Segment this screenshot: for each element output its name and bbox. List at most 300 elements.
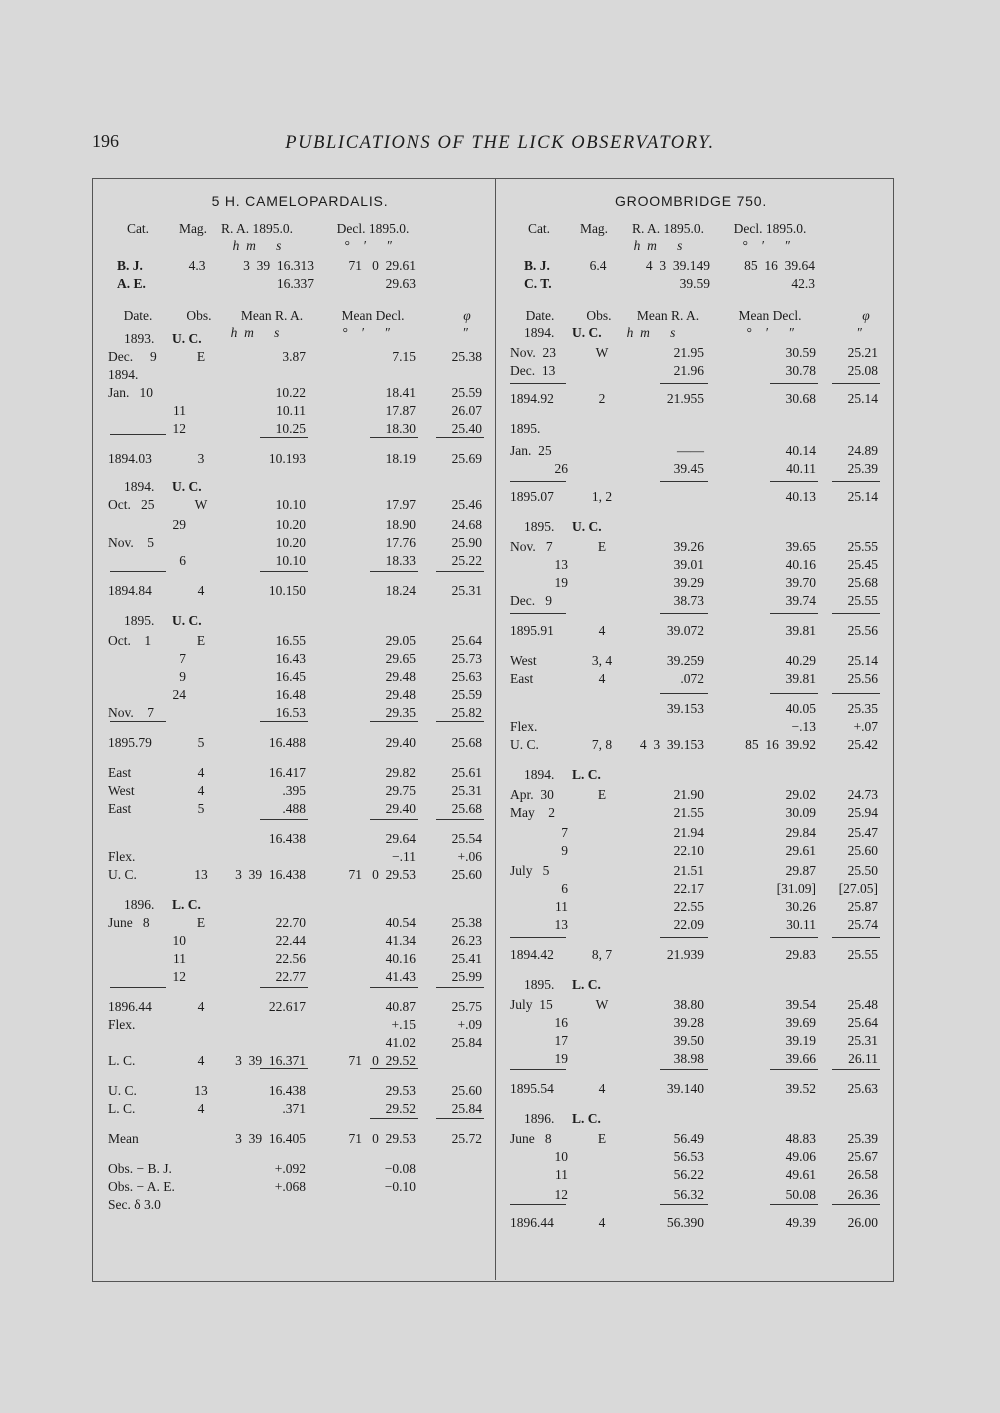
table-cell: 19 bbox=[554, 575, 568, 590]
catalog-header: Mag. bbox=[178, 221, 208, 236]
table-cell: Mean bbox=[108, 1131, 139, 1146]
catalog-header: Decl. 1895.0. bbox=[733, 221, 807, 236]
table-cell: L. C. bbox=[172, 897, 201, 912]
catalog-cell: B. J. bbox=[524, 258, 550, 273]
table-rule bbox=[110, 434, 166, 435]
table-cell: 18.33 bbox=[385, 553, 416, 568]
table-cell: 25.14 bbox=[847, 391, 878, 406]
table-cell: 30.59 bbox=[785, 345, 816, 360]
table-cell: W bbox=[194, 497, 208, 512]
table-cell: 25.46 bbox=[451, 497, 482, 512]
table-cell: +.068 bbox=[274, 1179, 306, 1194]
table-cell: 6 bbox=[561, 881, 568, 896]
catalog-cell: 85 16 39.64 bbox=[744, 258, 815, 273]
table-cell: 12 bbox=[554, 1187, 568, 1202]
table-cell: E bbox=[196, 349, 206, 364]
table-rule bbox=[770, 1069, 818, 1070]
table-cell: 21.90 bbox=[673, 787, 704, 802]
table-cell: 25.64 bbox=[847, 1015, 878, 1030]
table-cell: 1894. bbox=[524, 767, 555, 782]
table-cell: .488 bbox=[282, 801, 306, 816]
table-cell: 24.89 bbox=[847, 443, 878, 458]
table-rule bbox=[832, 693, 880, 694]
table-cell: 7, 8 bbox=[591, 737, 613, 752]
obs-unit-label: ° ′ ″ bbox=[746, 325, 794, 340]
table-cell: 1895.79 bbox=[108, 735, 152, 750]
table-cell: 29.87 bbox=[785, 863, 816, 878]
page-number: 196 bbox=[92, 131, 119, 151]
table-cell: 18.24 bbox=[385, 583, 416, 598]
table-cell: Jan. 10 bbox=[108, 385, 153, 400]
table-cell: −.11 bbox=[392, 849, 416, 864]
table-cell: 30.11 bbox=[786, 917, 816, 932]
table-cell: 25.74 bbox=[847, 917, 878, 932]
table-cell: 39.74 bbox=[785, 593, 816, 608]
obs-header: Mean Decl. bbox=[341, 308, 405, 323]
table-rule bbox=[770, 383, 818, 384]
table-rule bbox=[260, 987, 308, 988]
table-cell: 25.84 bbox=[451, 1101, 482, 1116]
table-rule bbox=[510, 937, 566, 938]
table-cell: 29.75 bbox=[385, 783, 416, 798]
table-rule bbox=[510, 1069, 566, 1070]
table-cell: 16.438 bbox=[268, 831, 306, 846]
table-rule bbox=[660, 1069, 708, 1070]
obs-header: Date. bbox=[123, 308, 153, 323]
table-cell: Apr. 30 bbox=[510, 787, 554, 802]
table-cell: 10.22 bbox=[275, 385, 306, 400]
table-rule bbox=[770, 693, 818, 694]
table-cell: −.13 bbox=[791, 719, 816, 734]
table-cell: 25.21 bbox=[847, 345, 878, 360]
table-rule bbox=[260, 1068, 308, 1069]
table-cell: .072 bbox=[680, 671, 704, 686]
table-rule bbox=[660, 383, 708, 384]
table-cell: 21.55 bbox=[673, 805, 704, 820]
table-cell: 18.30 bbox=[385, 421, 416, 436]
table-cell: 10.193 bbox=[268, 451, 306, 466]
table-cell: 39.072 bbox=[666, 623, 704, 638]
table-cell: 16 bbox=[554, 1015, 568, 1030]
table-cell: 39.52 bbox=[785, 1081, 816, 1096]
table-cell: 71 0 29.53 bbox=[348, 867, 416, 882]
table-cell: East bbox=[510, 671, 534, 686]
table-cell: 25.42 bbox=[847, 737, 878, 752]
table-cell: Nov. 5 bbox=[108, 535, 154, 550]
table-cell: 39.19 bbox=[785, 1033, 816, 1048]
table-cell: U. C. bbox=[572, 519, 602, 534]
table-rule bbox=[832, 613, 880, 614]
table-cell: 25.40 bbox=[451, 421, 482, 436]
obs-header: Mean R. A. bbox=[636, 308, 700, 323]
table-cell: 30.68 bbox=[785, 391, 816, 406]
catalog-header: R. A. 1895.0. bbox=[631, 221, 705, 236]
table-cell: 30.78 bbox=[785, 363, 816, 378]
table-cell: 18.19 bbox=[385, 451, 416, 466]
table-cell: 22.77 bbox=[275, 969, 306, 984]
table-cell: 25.99 bbox=[451, 969, 482, 984]
table-cell: 39.54 bbox=[785, 997, 816, 1012]
table-cell: 39.69 bbox=[785, 1015, 816, 1030]
table-cell: 11 bbox=[173, 403, 186, 418]
table-cell: 30.09 bbox=[785, 805, 816, 820]
table-cell: 13 bbox=[194, 1083, 208, 1098]
table-cell: 17.97 bbox=[385, 497, 416, 512]
table-cell: 41.02 bbox=[385, 1035, 416, 1050]
table-cell: U. C. bbox=[510, 737, 539, 752]
table-cell: 25.14 bbox=[847, 489, 878, 504]
table-cell: 16.417 bbox=[268, 765, 306, 780]
catalog-header: Cat. bbox=[527, 221, 551, 236]
catalog-header: Mag. bbox=[579, 221, 609, 236]
table-cell: 25.94 bbox=[847, 805, 878, 820]
table-cell: 22.56 bbox=[275, 951, 306, 966]
table-cell: 40.14 bbox=[785, 443, 816, 458]
table-cell: 1894.03 bbox=[108, 451, 152, 466]
table-cell: —— bbox=[677, 443, 704, 458]
table-cell: 26.23 bbox=[451, 933, 482, 948]
table-cell: 25.63 bbox=[451, 669, 482, 684]
table-cell: 22.17 bbox=[673, 881, 704, 896]
table-rule bbox=[770, 481, 818, 482]
table-cell: 25.73 bbox=[451, 651, 482, 666]
catalog-cell: 6.4 bbox=[589, 258, 607, 273]
table-cell: 39.153 bbox=[666, 701, 704, 716]
table-cell: U. C. bbox=[108, 1083, 137, 1098]
table-cell: 29.84 bbox=[785, 825, 816, 840]
table-cell: 25.68 bbox=[847, 575, 878, 590]
table-rule bbox=[660, 693, 708, 694]
table-cell: 29.48 bbox=[385, 687, 416, 702]
obs-unit-label: ″ bbox=[856, 325, 862, 340]
table-cell: 1895. bbox=[124, 613, 155, 628]
table-cell: 1895. bbox=[510, 421, 541, 436]
table-rule bbox=[260, 571, 308, 572]
table-cell: 10 bbox=[172, 933, 186, 948]
catalog-header: Cat. bbox=[126, 221, 150, 236]
table-cell: 29.82 bbox=[385, 765, 416, 780]
table-cell: U. C. bbox=[108, 867, 137, 882]
table-rule bbox=[510, 383, 566, 384]
table-cell: 24.73 bbox=[847, 787, 878, 802]
table-cell: 16.438 bbox=[268, 1083, 306, 1098]
table-cell: 4 3 39.153 bbox=[639, 737, 704, 752]
table-cell: 39.81 bbox=[785, 671, 816, 686]
table-cell: 3 39 16.371 bbox=[235, 1053, 306, 1068]
table-cell: 1895.54 bbox=[510, 1081, 554, 1096]
table-cell: 50.08 bbox=[785, 1187, 816, 1202]
table-cell: 1895.91 bbox=[510, 623, 554, 638]
table-cell: 21.95 bbox=[673, 345, 704, 360]
star-title: 5 H. CAMELOPARDALIS. bbox=[211, 193, 389, 209]
table-cell: 1896.44 bbox=[108, 999, 152, 1014]
table-cell: 10.10 bbox=[275, 497, 306, 512]
table-cell: 22.70 bbox=[275, 915, 306, 930]
table-cell: 39.65 bbox=[785, 539, 816, 554]
table-cell: 7 bbox=[561, 825, 568, 840]
table-cell: +.07 bbox=[853, 719, 878, 734]
table-cell: 25.64 bbox=[451, 633, 482, 648]
table-cell: 39.70 bbox=[785, 575, 816, 590]
table-cell: Nov. 7 bbox=[510, 539, 553, 554]
table-rule bbox=[660, 613, 708, 614]
table-cell: July 15 bbox=[510, 997, 553, 1012]
table-cell: 29 bbox=[172, 517, 186, 532]
table-cell: 21.939 bbox=[666, 947, 704, 962]
table-cell: 22.617 bbox=[268, 999, 306, 1014]
table-cell: 4 bbox=[197, 999, 205, 1014]
table-cell: June 8 bbox=[108, 915, 150, 930]
table-cell: 4 bbox=[598, 1081, 606, 1096]
table-cell: 25.55 bbox=[847, 539, 878, 554]
table-cell: Obs. − A. E. bbox=[108, 1179, 175, 1194]
table-cell: 39.140 bbox=[666, 1081, 704, 1096]
table-cell: 16.55 bbox=[275, 633, 306, 648]
table-cell: 5 bbox=[197, 735, 205, 750]
table-cell: 71 0 29.52 bbox=[348, 1053, 416, 1068]
table-cell: 17.87 bbox=[385, 403, 416, 418]
table-cell: 29.61 bbox=[785, 843, 816, 858]
table-cell: 24 bbox=[172, 687, 186, 702]
table-rule bbox=[110, 721, 166, 722]
table-cell: 22.10 bbox=[673, 843, 704, 858]
table-rule bbox=[832, 481, 880, 482]
catalog-cell: 4.3 bbox=[188, 258, 206, 273]
table-cell: 18.90 bbox=[385, 517, 416, 532]
table-cell: +.15 bbox=[391, 1017, 416, 1032]
table-cell: 3 39 16.405 bbox=[235, 1131, 306, 1146]
catalog-cell: 4 3 39.149 bbox=[645, 258, 710, 273]
table-cell: L. C. bbox=[572, 767, 601, 782]
table-cell: 10.20 bbox=[275, 535, 306, 550]
table-cell: 6 bbox=[179, 553, 186, 568]
table-cell: 39.26 bbox=[673, 539, 704, 554]
table-rule bbox=[770, 937, 818, 938]
table-cell: 3.87 bbox=[282, 349, 306, 364]
table-cell: 56.49 bbox=[673, 1131, 704, 1146]
table-cell: 25.39 bbox=[847, 1131, 878, 1146]
right-panel bbox=[400, 0, 878, 1413]
table-cell: 1893. bbox=[124, 331, 155, 346]
table-cell: 56.22 bbox=[673, 1167, 704, 1182]
table-cell: Nov. 23 bbox=[510, 345, 556, 360]
table-cell: 4 bbox=[598, 623, 606, 638]
table-cell: 25.38 bbox=[451, 915, 482, 930]
table-cell: 25.60 bbox=[451, 867, 482, 882]
table-cell: 13 bbox=[554, 917, 568, 932]
table-rule bbox=[110, 987, 166, 988]
table-cell: Flex. bbox=[108, 1017, 136, 1032]
table-rule bbox=[660, 481, 708, 482]
table-cell: +.09 bbox=[457, 1017, 482, 1032]
table-rule bbox=[510, 481, 566, 482]
table-cell: 3 bbox=[197, 451, 205, 466]
table-cell: 11 bbox=[555, 1167, 568, 1182]
catalog-cell: 42.3 bbox=[791, 276, 815, 291]
table-cell: 26.00 bbox=[847, 1215, 878, 1230]
table-cell: 1895. bbox=[524, 977, 555, 992]
table-cell: 41.34 bbox=[385, 933, 416, 948]
table-cell: 39.28 bbox=[673, 1015, 704, 1030]
table-cell: 21.96 bbox=[673, 363, 704, 378]
table-cell: 17.76 bbox=[385, 535, 416, 550]
catalog-unit-label: h m s bbox=[633, 238, 683, 253]
table-cell: 13 bbox=[554, 557, 568, 572]
table-cell: 4 bbox=[598, 671, 606, 686]
table-rule bbox=[510, 1204, 566, 1205]
table-cell: 21.955 bbox=[666, 391, 704, 406]
catalog-cell: 16.337 bbox=[276, 276, 314, 291]
table-cell: 10.25 bbox=[275, 421, 306, 436]
catalog-header: R. A. 1895.0. bbox=[220, 221, 294, 236]
table-cell: E bbox=[597, 1131, 607, 1146]
table-cell: 40.11 bbox=[786, 461, 816, 476]
table-cell: 1894. bbox=[124, 479, 155, 494]
catalog-cell: B. J. bbox=[117, 258, 143, 273]
table-cell: 38.80 bbox=[673, 997, 704, 1012]
table-cell: U. C. bbox=[172, 613, 202, 628]
table-cell: U. C. bbox=[172, 479, 202, 494]
table-cell: .395 bbox=[282, 783, 306, 798]
table-cell: Jan. 25 bbox=[510, 443, 552, 458]
table-cell: 85 16 39.92 bbox=[745, 737, 816, 752]
table-cell: 1894.42 bbox=[510, 947, 554, 962]
table-cell: 8, 7 bbox=[591, 947, 613, 962]
table-cell: 39.29 bbox=[673, 575, 704, 590]
table-cell: 56.32 bbox=[673, 1187, 704, 1202]
table-rule bbox=[110, 571, 166, 572]
catalog-cell: 39.59 bbox=[679, 276, 710, 291]
catalog-cell: 3 39 16.313 bbox=[243, 258, 314, 273]
table-cell: U. C. bbox=[172, 331, 202, 346]
table-cell: [31.09] bbox=[776, 881, 816, 896]
catalog-cell: C. T. bbox=[524, 276, 552, 291]
table-cell: 25.68 bbox=[451, 735, 482, 750]
table-cell: W bbox=[595, 997, 609, 1012]
table-cell: 4 bbox=[197, 583, 205, 598]
table-cell: 4 bbox=[598, 1215, 606, 1230]
table-cell: .371 bbox=[282, 1101, 306, 1116]
table-cell: 26.07 bbox=[451, 403, 482, 418]
catalog-cell: 71 0 29.61 bbox=[348, 258, 416, 273]
table-cell: 16.45 bbox=[275, 669, 306, 684]
table-cell: 26 bbox=[554, 461, 568, 476]
obs-header: Mean R. A. bbox=[240, 308, 304, 323]
table-cell: 1896.44 bbox=[510, 1215, 554, 1230]
table-cell: 25.67 bbox=[847, 1149, 878, 1164]
table-cell: 29.40 bbox=[385, 801, 416, 816]
table-cell: 29.64 bbox=[385, 831, 416, 846]
table-rule bbox=[832, 937, 880, 938]
table-cell: 1894. bbox=[108, 367, 139, 382]
table-cell: 10.10 bbox=[275, 553, 306, 568]
table-cell: 12 bbox=[172, 421, 186, 436]
obs-header: Obs. bbox=[586, 308, 612, 323]
table-rule bbox=[260, 437, 308, 438]
table-cell: 48.83 bbox=[785, 1131, 816, 1146]
star-title: GROOMBRIDGE 750. bbox=[614, 193, 768, 209]
table-cell: 25.38 bbox=[451, 349, 482, 364]
table-cell: 9 bbox=[179, 669, 186, 684]
table-cell: 11 bbox=[555, 899, 568, 914]
table-cell: 39.81 bbox=[785, 623, 816, 638]
table-cell: 1895. bbox=[524, 519, 555, 534]
table-rule bbox=[260, 721, 308, 722]
table-cell: 25.41 bbox=[451, 951, 482, 966]
table-cell: 11 bbox=[173, 951, 186, 966]
table-cell: July 5 bbox=[510, 863, 550, 878]
obs-unit-label: ° ′ ″ bbox=[342, 325, 390, 340]
table-rule bbox=[770, 613, 818, 614]
table-cell: 56.53 bbox=[673, 1149, 704, 1164]
table-rule bbox=[660, 937, 708, 938]
table-cell: 4 bbox=[197, 783, 205, 798]
table-cell: 26.11 bbox=[848, 1051, 878, 1066]
table-cell: 40.29 bbox=[785, 653, 816, 668]
table-cell: 10.150 bbox=[268, 583, 306, 598]
table-cell: 29.53 bbox=[385, 1083, 416, 1098]
table-cell: 22.55 bbox=[673, 899, 704, 914]
table-cell: 18.41 bbox=[385, 385, 416, 400]
table-cell: Oct. 1 bbox=[108, 633, 152, 648]
running-head: PUBLICATIONS OF THE LICK OBSERVATORY. bbox=[285, 133, 715, 153]
table-cell: L. C. bbox=[572, 977, 601, 992]
table-cell: 25.31 bbox=[451, 583, 482, 598]
table-cell: 41.43 bbox=[385, 969, 416, 984]
table-cell: E bbox=[196, 915, 206, 930]
table-rule bbox=[832, 1204, 880, 1205]
table-cell: 29.83 bbox=[785, 947, 816, 962]
table-cell: 29.48 bbox=[385, 669, 416, 684]
table-cell: 49.61 bbox=[785, 1167, 816, 1182]
table-cell: 17 bbox=[554, 1033, 568, 1048]
table-cell: E bbox=[597, 787, 607, 802]
table-cell: 7 bbox=[179, 651, 186, 666]
catalog-cell: 29.63 bbox=[385, 276, 416, 291]
table-cell: 10.20 bbox=[275, 517, 306, 532]
table-cell: Dec. 13 bbox=[510, 363, 556, 378]
obs-header: Date. bbox=[525, 308, 555, 323]
table-cell: May 2 bbox=[510, 805, 555, 820]
table-cell: 25.08 bbox=[847, 363, 878, 378]
table-cell: 25.39 bbox=[847, 461, 878, 476]
table-cell: 22.09 bbox=[673, 917, 704, 932]
table-cell: 4 bbox=[197, 1101, 205, 1116]
table-cell: 4 bbox=[197, 765, 205, 780]
table-cell: E bbox=[597, 539, 607, 554]
table-cell: 39.50 bbox=[673, 1033, 704, 1048]
table-cell: 12 bbox=[172, 969, 186, 984]
table-cell: 56.390 bbox=[666, 1215, 704, 1230]
table-cell: 16.43 bbox=[275, 651, 306, 666]
table-cell: 1896. bbox=[524, 1111, 555, 1126]
table-cell: 10.11 bbox=[276, 403, 306, 418]
table-cell: 25.59 bbox=[451, 385, 482, 400]
table-cell: [27.05] bbox=[838, 881, 878, 896]
catalog-unit-label: ° ′ ″ bbox=[344, 238, 392, 253]
table-cell: 10 bbox=[554, 1149, 568, 1164]
table-cell: 24.68 bbox=[451, 517, 482, 532]
table-cell: 29.65 bbox=[385, 651, 416, 666]
table-cell: 39.45 bbox=[673, 461, 704, 476]
table-cell: 40.87 bbox=[385, 999, 416, 1014]
table-cell: 29.40 bbox=[385, 735, 416, 750]
table-cell: 39.01 bbox=[673, 557, 704, 572]
table-cell: 25.56 bbox=[847, 671, 878, 686]
table-cell: 7.15 bbox=[392, 349, 416, 364]
table-cell: 25.60 bbox=[847, 843, 878, 858]
table-cell: 49.39 bbox=[785, 1215, 816, 1230]
